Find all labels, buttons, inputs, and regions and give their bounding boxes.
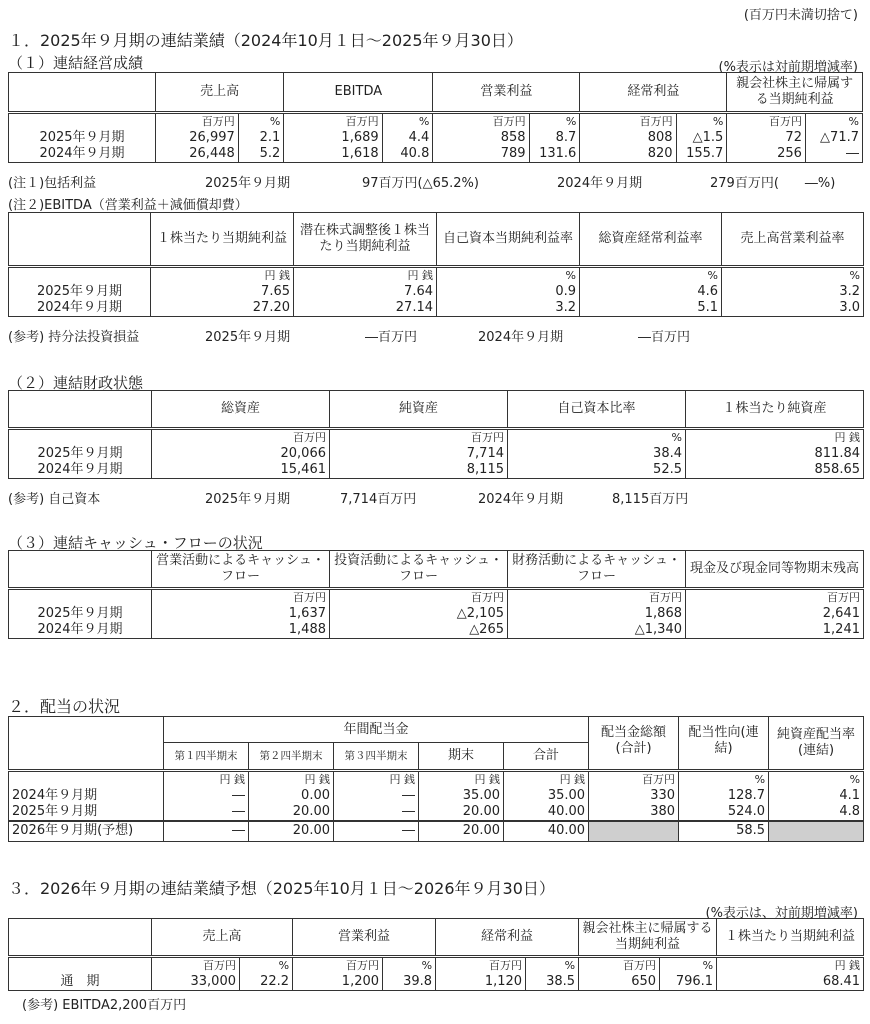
equity-method-ref-label: (参考) 持分法投資損益 [8, 330, 140, 345]
section2-title: ２．配当の状況 [8, 697, 121, 716]
unit: % [769, 771, 864, 789]
unit: % [526, 957, 579, 975]
row-label: 2025年９月期 [9, 130, 156, 146]
cell: 27.20 [151, 300, 294, 317]
cell: 128.7 [679, 788, 769, 804]
unit: % [240, 957, 293, 975]
unit: % [676, 113, 727, 131]
rounding-note: (百万円未満切捨て) [743, 8, 858, 23]
table-row [9, 462, 864, 479]
cell: 72 [727, 130, 806, 146]
row-label: 通 期 [9, 974, 152, 991]
unit: 百万円 [152, 957, 240, 975]
unit: 百万円 [155, 113, 238, 131]
unit: 百万円 [589, 771, 679, 789]
header-total-dividend: 配当金総額(合計) [589, 717, 679, 771]
header-sales: 売上高 [155, 73, 283, 113]
row-label: 2024年９月期 [9, 146, 156, 163]
header-q1: 第１四半期末 [164, 743, 249, 771]
cell: 40.8 [382, 146, 433, 163]
cell: △265 [330, 622, 508, 639]
cell: 8,115 [330, 462, 508, 479]
header-ordinary-income: 経常利益 [436, 919, 579, 957]
sub1-note: (%表示は対前期増減率) [718, 60, 858, 75]
unit: 円 銭 [334, 771, 419, 789]
table-row [9, 130, 863, 146]
row-label: 2024年９月期 [9, 622, 152, 639]
cell: 35.00 [419, 788, 504, 804]
table-row [9, 146, 863, 163]
unit: 百万円 [436, 957, 526, 975]
cell: 155.7 [676, 146, 727, 163]
cell: 2.1 [238, 130, 284, 146]
ref-value1: 7,714百万円 [340, 492, 417, 507]
cell: 796.1 [660, 974, 717, 991]
unit: 円 銭 [419, 771, 504, 789]
unit: 百万円 [686, 589, 864, 607]
unit: % [805, 113, 862, 131]
cell: 0.9 [437, 284, 580, 300]
header-net-income: 親会社株主に帰属する当期純利益 [579, 919, 717, 957]
cell: 4.4 [382, 130, 433, 146]
unit: 円 銭 [294, 267, 437, 285]
cell: △71.7 [805, 130, 862, 146]
unit: % [383, 957, 436, 975]
row-label: 2025年９月期 [9, 804, 164, 821]
row-label: 2025年９月期 [9, 284, 151, 300]
ref-period2: 2024年９月期 [478, 492, 564, 507]
note1-value2: 279百万円( ―%) [710, 176, 836, 191]
unit: 円 銭 [504, 771, 589, 789]
row-label: 2024年９月期 [9, 462, 152, 479]
unit: % [580, 267, 722, 285]
cell: △1.5 [676, 130, 727, 146]
header-bps: １株当たり純資産 [686, 391, 864, 429]
cell: 789 [433, 146, 529, 163]
ref-value1: ―百万円 [365, 330, 418, 345]
cell: 3.0 [722, 300, 864, 317]
cell: 20.00 [249, 821, 334, 841]
header-operating-margin: 売上高営業利益率 [722, 213, 864, 267]
unit: 百万円 [727, 113, 806, 131]
unit: 百万円 [330, 429, 508, 447]
cell: 650 [579, 974, 660, 991]
cell: 22.2 [240, 974, 293, 991]
note1-period1: 2025年９月期 [205, 176, 291, 191]
cell: 256 [727, 146, 806, 163]
cell: 20.00 [419, 804, 504, 821]
cell: 38.4 [508, 446, 686, 462]
cell: 3.2 [437, 300, 580, 317]
header-ebitda: EBITDA [284, 73, 433, 113]
header-q3: 第３四半期末 [334, 743, 419, 771]
table-row [9, 446, 864, 462]
row-label: 2024年９月期 [9, 788, 164, 804]
cell: 1,868 [508, 606, 686, 622]
header-sales: 売上高 [152, 919, 293, 957]
header-roe: 自己資本当期純利益率 [437, 213, 580, 267]
header-blank [9, 73, 156, 113]
cell: 811.84 [686, 446, 864, 462]
header-investing-cf: 投資活動によるキャッシュ・フロー [330, 551, 508, 589]
cell: 1,488 [152, 622, 330, 639]
operating-results-table [8, 72, 863, 163]
cell: 26,448 [155, 146, 238, 163]
forecast-table [8, 918, 864, 991]
unit: % [529, 113, 580, 131]
unit: % [238, 113, 284, 131]
row-label: 2025年９月期 [9, 446, 152, 462]
header-total: 合計 [504, 743, 589, 771]
cell: 1,241 [686, 622, 864, 639]
cell: 33,000 [152, 974, 240, 991]
cell: 7,714 [330, 446, 508, 462]
unit: 百万円 [508, 589, 686, 607]
cell: 15,461 [152, 462, 330, 479]
ref-period1: 2025年９月期 [205, 492, 291, 507]
header-operating-income: 営業利益 [433, 73, 580, 113]
cell: 808 [580, 130, 676, 146]
note1-label: (注１)包括利益 [8, 176, 97, 191]
cell: ― [334, 804, 419, 821]
header-year-end: 期末 [419, 743, 504, 771]
unit: 円 銭 [151, 267, 294, 285]
unit: % [437, 267, 580, 285]
row-label: 2025年９月期 [9, 606, 152, 622]
cell: 27.14 [294, 300, 437, 317]
header-net-assets: 純資産 [330, 391, 508, 429]
unit: % [382, 113, 433, 131]
cell: 3.2 [722, 284, 864, 300]
cell-shaded [589, 821, 679, 841]
ref-value2: ―百万円 [638, 330, 691, 345]
header-dividend-on-equity: 純資産配当率(連結) [769, 717, 864, 771]
sub1-title: （１）連結経営成績 [8, 54, 144, 72]
unit: 百万円 [330, 589, 508, 607]
cell: 858.65 [686, 462, 864, 479]
cell: 40.00 [504, 804, 589, 821]
ref-period1: 2025年９月期 [205, 330, 291, 345]
note2: (注２)EBITDA（営業利益＋減価償却費） [8, 198, 248, 213]
unit: % [679, 771, 769, 789]
unit: % [722, 267, 864, 285]
unit: 円 銭 [249, 771, 334, 789]
table-row [9, 606, 864, 622]
cell: 35.00 [504, 788, 589, 804]
header-financing-cf: 財務活動によるキャッシュ・フロー [508, 551, 686, 589]
cell: 38.5 [526, 974, 579, 991]
cell: 5.1 [580, 300, 722, 317]
per-share-ratios-table [8, 212, 864, 317]
cell: 4.1 [769, 788, 864, 804]
unit: 円 銭 [717, 957, 864, 975]
cell: 1,618 [284, 146, 382, 163]
cell: 26,997 [155, 130, 238, 146]
unit: 百万円 [284, 113, 382, 131]
table-row [9, 300, 864, 317]
cell: 7.64 [294, 284, 437, 300]
note1-period2: 2024年９月期 [557, 176, 643, 191]
cell: ― [164, 821, 249, 841]
cell: 1,637 [152, 606, 330, 622]
table-row [9, 622, 864, 639]
section3-note: (%表示は、対前期増減率) [705, 906, 858, 921]
header-eps: １株当たり当期純利益 [717, 919, 864, 957]
cell: 380 [589, 804, 679, 821]
sub3-title: （３）連結キャッシュ・フローの状況 [8, 534, 263, 552]
header-operating-income: 営業利益 [293, 919, 436, 957]
section1-title: １．2025年９月期の連結業績（2024年10月１日～2025年９月30日） [8, 31, 523, 50]
cell: 1,200 [293, 974, 383, 991]
row-label: 2026年９月期(予想) [9, 821, 164, 841]
header-annual-dividend: 年間配当金 [164, 717, 589, 743]
header-roa: 総資産経常利益率 [580, 213, 722, 267]
table-row [9, 284, 864, 300]
cell: 58.5 [679, 821, 769, 841]
header-cash-balance: 現金及び現金同等物期末残高 [686, 551, 864, 589]
cell: △2,105 [330, 606, 508, 622]
cell: 39.8 [383, 974, 436, 991]
cell: 330 [589, 788, 679, 804]
cell: 20.00 [419, 821, 504, 841]
unit: 百万円 [580, 113, 676, 131]
equity-ref-label: (参考) 自己資本 [8, 492, 101, 507]
unit: 百万円 [293, 957, 383, 975]
header-payout-ratio: 配当性向(連結) [679, 717, 769, 771]
financial-position-table [8, 390, 864, 479]
unit: 百万円 [433, 113, 529, 131]
row-label: 2024年９月期 [9, 300, 151, 317]
unit: 円 銭 [164, 771, 249, 789]
ebitda-ref: (参考) EBITDA2,200百万円 [22, 998, 187, 1013]
header-net-income: 親会社株主に帰属する当期純利益 [727, 73, 863, 113]
header-eps: １株当たり当期純利益 [151, 213, 294, 267]
sub2-title: （２）連結財政状態 [8, 374, 144, 392]
cell: 7.65 [151, 284, 294, 300]
header-equity-ratio: 自己資本比率 [508, 391, 686, 429]
cell: ― [334, 821, 419, 841]
note1-value1: 97百万円(△65.2%) [362, 176, 479, 191]
unit: 円 銭 [686, 429, 864, 447]
cash-flow-table [8, 550, 864, 639]
cell-shaded [769, 821, 864, 841]
cell: 4.6 [580, 284, 722, 300]
cell: 20.00 [249, 804, 334, 821]
unit: % [508, 429, 686, 447]
header-total-assets: 総資産 [152, 391, 330, 429]
cell: 2,641 [686, 606, 864, 622]
unit: 百万円 [152, 429, 330, 447]
section3-title: ３．2026年９月期の連結業績予想（2025年10月１日～2026年９月30日） [8, 879, 555, 898]
cell: 1,689 [284, 130, 382, 146]
cell: 68.41 [717, 974, 864, 991]
cell: 5.2 [238, 146, 284, 163]
ref-period2: 2024年９月期 [478, 330, 564, 345]
table-row [9, 804, 864, 821]
cell: ― [164, 788, 249, 804]
cell: 1,120 [436, 974, 526, 991]
cell: 40.00 [504, 821, 589, 841]
table-row [9, 788, 864, 804]
table-row [9, 974, 864, 991]
cell: 858 [433, 130, 529, 146]
cell: 0.00 [249, 788, 334, 804]
unit: 百万円 [152, 589, 330, 607]
cell: ― [805, 146, 862, 163]
cell: ― [164, 804, 249, 821]
unit: % [660, 957, 717, 975]
cell: 820 [580, 146, 676, 163]
cell: ― [334, 788, 419, 804]
cell: 20,066 [152, 446, 330, 462]
cell: 4.8 [769, 804, 864, 821]
cell: △1,340 [508, 622, 686, 639]
header-q2: 第２四半期末 [249, 743, 334, 771]
header-diluted-eps: 潜在株式調整後１株当たり当期純利益 [294, 213, 437, 267]
cell: 524.0 [679, 804, 769, 821]
cell: 52.5 [508, 462, 686, 479]
cell: 131.6 [529, 146, 580, 163]
header-operating-cf: 営業活動によるキャッシュ・フロー [152, 551, 330, 589]
dividends-table [8, 716, 864, 842]
header-ordinary-income: 経常利益 [580, 73, 727, 113]
cell: 8.7 [529, 130, 580, 146]
ref-value2: 8,115百万円 [612, 492, 689, 507]
unit: 百万円 [579, 957, 660, 975]
forecast-row [9, 821, 864, 841]
